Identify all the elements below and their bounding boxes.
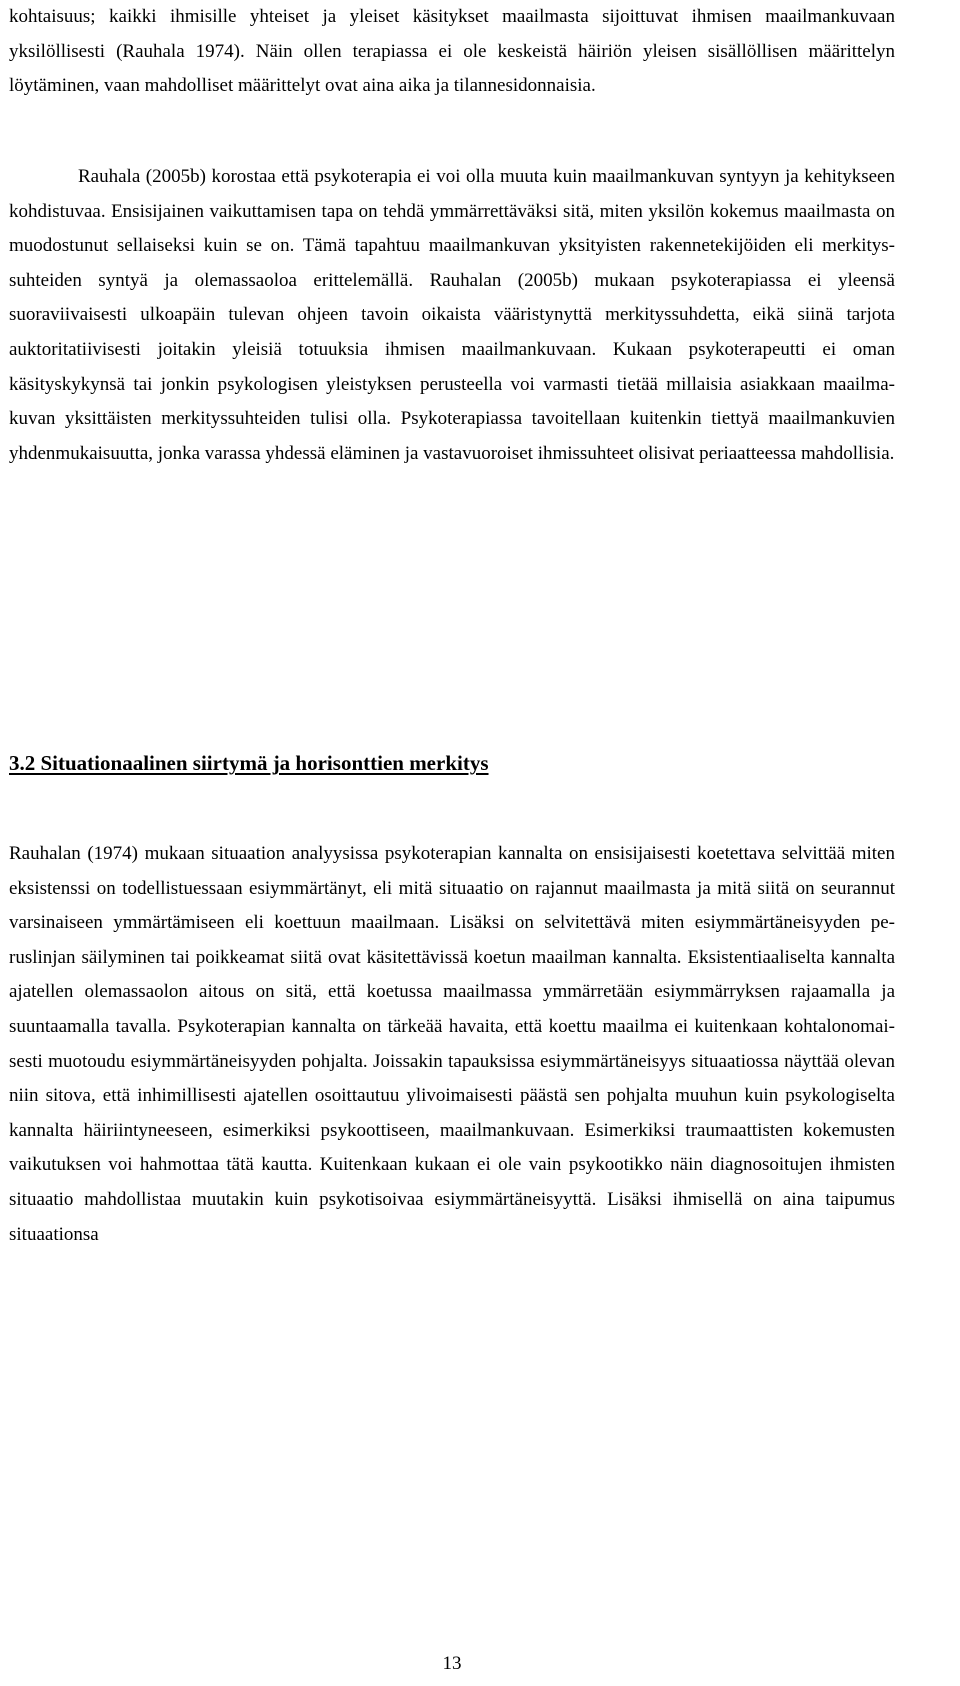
paragraph-psychotherapy-worldview: Rauhala (2005b) korostaa että psykoterapia ei voi olla muuta kuin maailmankuvan syntyyn ja kehitykseen kohdistuvaa. Ensisijainen vaikuttamisen tapa on tehdä ymmärrettäväksi sitä, miten yksilön kokemus maailmasta on muodostunut sellaiseksi kuin se on. Tämä tapahtuu maailmankuvan yksityisten rakennetekijöiden eli merkityssuhteiden syntyä ja olemassaoloa erittelemällä. Rauhalan (2005b) mukaan psykoterapiassa ei yleensä suoraviivaisesti ulkoapäin tulevan ohjeen tavoin oikaista vääristynyttä merkityssuhdetta, eikä siinä tarjota auktoritatiivisesti joitakin yleisiä totuuksia ihmisen maailmankuvaan. Kukaan psykoterapeutti ei oman käsityskykynsä tai jonkin psykologisen yleistyksen perusteella voi varmasti tietää millaisia asiakkaan maailmakuvan yksittäisten merkityssuhteiden tulisi olla. Psykoterapiassa tavoitellaan kuitenkin tiettyä maailmankuvien yhdenmukaisuutta, jonka varassa yhdessä eläminen ja vastavuoroiset ihmissuhteet olisivat periaatteessa mahdollisia. <box>9 166 895 464</box>
page-number: 13 <box>442 1653 462 1674</box>
paragraph-situation-analysis: Rauhalan (1974) mukaan situaation analyysissa psykoterapian kannalta on ensisijaisesti koetettava selvittää miten eksistenssi on todellistuessaan esiymmärtänyt, eli mitä situaatio on rajannut maailmasta ja mitä siitä on seurannut varsinaiseen ymmärtämiseen eli koettuun maailmaan. Lisäksi on selvitettävä miten esiymmärtäneisyyden peruslinjan säilyminen tai poikkeamat siitä ovat käsitettävissä koetun maailman kannalta. Eksistentiaaliselta kannalta ajatellen olemassaolon aitous on sitä, että koetussa maailmassa ymmärretään esiymmärryksen rajaamalla ja suuntaamalla tavalla. Psykoterapian kannalta on tärkeää havaita, että koettu maailma ei kuitenkaan kohtalonomaisesti muotoudu esiymmärtäneisyyden pohjalta. Joissakin tapauksissa esiymmärtäneisyys situaatiossa näyttää olevan niin sitova, että inhimillisesti ajatellen osoittautuu ylivoimaisesti päästä sen pohjalta muuhun kuin psykologiselta kannalta häiriintyneeseen, esimerkiksi psykoottiseen, maailmankuvaan. Esimerkiksi traumaattisten kokemusten vaikutuksen voi hahmottaa tätä kautta. Kuitenkaan kukaan ei ole vain psykootikko näin diagnosoitujen ihmisten situaatio mahdollistaa muutakin kuin psykotisoivaa esiymmärtäneisyyttä. Lisäksi ihmisellä on aina taipumus situaationsa <box>9 843 895 1245</box>
document-page <box>9 0 895 1686</box>
section-heading: 3.2 Situationaalinen siirtymä ja horisonttien merkitys <box>9 751 489 775</box>
paragraph-intro-continuation: kohtaisuus; kaikki ihmisille yhteiset ja yleiset käsitykset maailmasta sijoittuvat ihmisen maailmankuvaan yksilöllisesti (Rauhala 1974). Näin ollen terapiassa ei ole keskeistä häiriön yleisen sisällöllisen määrittelyn löytäminen, vaan mahdolliset määrittelyt ovat aina aika ja tilannesidonnaisia. <box>9 6 895 97</box>
